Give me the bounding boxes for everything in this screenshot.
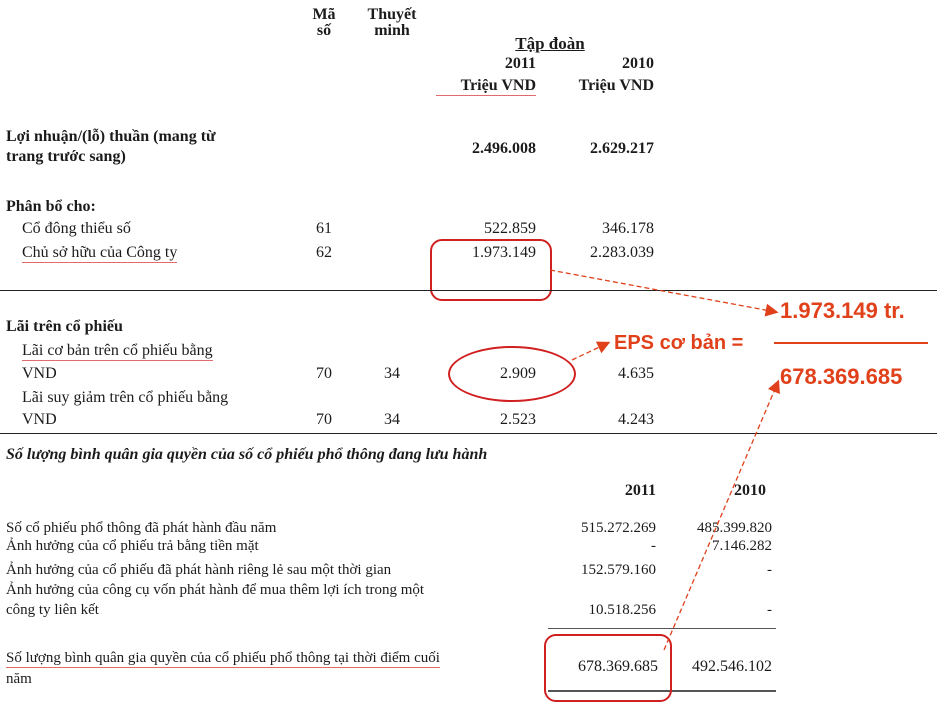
shares-row-2011: 152.579.160 (581, 562, 656, 578)
shares-row-2011: - (651, 538, 656, 554)
eps-basic-2011: 2.909 (500, 365, 536, 382)
unit-2011-header: Triệu VND (436, 77, 536, 96)
shares-row-2011: 10.518.256 (588, 602, 656, 618)
eps-basic-code: 70 (316, 365, 332, 382)
eps-formula-label: EPS cơ bản = (614, 332, 744, 354)
allocation-owner-2010: 2.283.039 (590, 244, 654, 261)
shares-row-label: Ảnh hưởng của công cụ vốn phát hành để mua thêm lợi ích trong một (6, 582, 425, 598)
allocation-owner-2011: 1.973.149 (472, 244, 536, 261)
eps-diluted-label-line2: VND (22, 411, 57, 428)
allocation-owner-label: Chủ sở hữu của Công ty (22, 244, 178, 261)
allocation-minority-2010: 346.178 (602, 220, 654, 237)
col-header-note-line2: minh (374, 22, 410, 39)
eps-diluted-note: 34 (384, 411, 400, 428)
eps-diluted-label-line1: Lãi suy giảm trên cổ phiếu bằng (22, 389, 229, 406)
shares-year-2010: 2010 (734, 482, 766, 499)
shares-title: Số lượng bình quân gia quyền của số cổ phiếu phổ thông đang lưu hành (6, 446, 488, 463)
shares-total-2010: 492.546.102 (692, 658, 772, 675)
col-header-note-line1: Thuyết (367, 6, 417, 23)
shares-total-label-line2: năm (6, 671, 32, 687)
eps-basic-2010: 4.635 (618, 365, 654, 382)
eps-formula-numerator: 1.973.149 tr. (780, 298, 905, 323)
col-header-code-line2: số (316, 22, 332, 39)
year-2010-header: 2010 (622, 55, 654, 72)
profit-label-line2: trang trước sang) (6, 148, 126, 165)
allocation-minority-code: 61 (316, 220, 332, 237)
shares-row-2010: - (767, 602, 772, 618)
col-header-code-line1: Mã (312, 6, 336, 23)
eps-title: Lãi trên cổ phiếu (6, 318, 123, 335)
shares-row-label: Số cổ phiếu phổ thông đã phát hành đầu năm (6, 520, 277, 536)
eps-diluted-code: 70 (316, 411, 332, 428)
year-2011-header: 2011 (504, 55, 536, 72)
eps-basic-note: 34 (384, 365, 400, 382)
shares-total-label-line1: Số lượng bình quân gia quyền của cổ phiếu phổ thông tại thời điểm cuối (6, 650, 440, 666)
shares-row-label: Ảnh hưởng của cổ phiếu đã phát hành riêng lẻ sau một thời gian (6, 562, 392, 578)
profit-2010: 2.629.217 (590, 140, 654, 157)
shares-row-2011: 515.272.269 (581, 520, 656, 536)
shares-row-label: công ty liên kết (6, 602, 99, 618)
allocation-title: Phân bổ cho: (6, 198, 96, 215)
arrow-to-denominator (664, 382, 778, 650)
shares-row-2010: 7.146.282 (712, 538, 772, 554)
eps-diluted-2010: 4.243 (618, 411, 654, 428)
eps-diluted-2011: 2.523 (500, 411, 536, 428)
eps-formula-denominator: 678.369.685 (780, 364, 903, 389)
allocation-minority-2011: 522.859 (484, 220, 536, 237)
unit-2010-header: Triệu VND (578, 77, 654, 94)
allocation-owner-code: 62 (316, 244, 332, 261)
shares-total-2011: 678.369.685 (578, 658, 658, 675)
group-header: Tập đoàn (515, 34, 585, 53)
shares-row-2010: - (767, 562, 772, 578)
eps-basic-label-line2: VND (22, 365, 57, 382)
arrow-to-numerator (550, 270, 776, 312)
shares-row-label: Ảnh hưởng của cổ phiếu trả bằng tiền mặt (6, 538, 259, 554)
eps-basic-label-line1: Lãi cơ bản trên cổ phiếu bằng (22, 342, 213, 359)
shares-row-2010: 485.399.820 (697, 520, 772, 536)
shares-year-2011: 2011 (624, 482, 656, 499)
arrow-to-eps (572, 343, 608, 360)
allocation-minority-label: Cổ đông thiểu số (22, 220, 131, 237)
profit-2011: 2.496.008 (472, 140, 536, 157)
profit-label-line1: Lợi nhuận/(lỗ) thuần (mang từ (6, 128, 216, 145)
